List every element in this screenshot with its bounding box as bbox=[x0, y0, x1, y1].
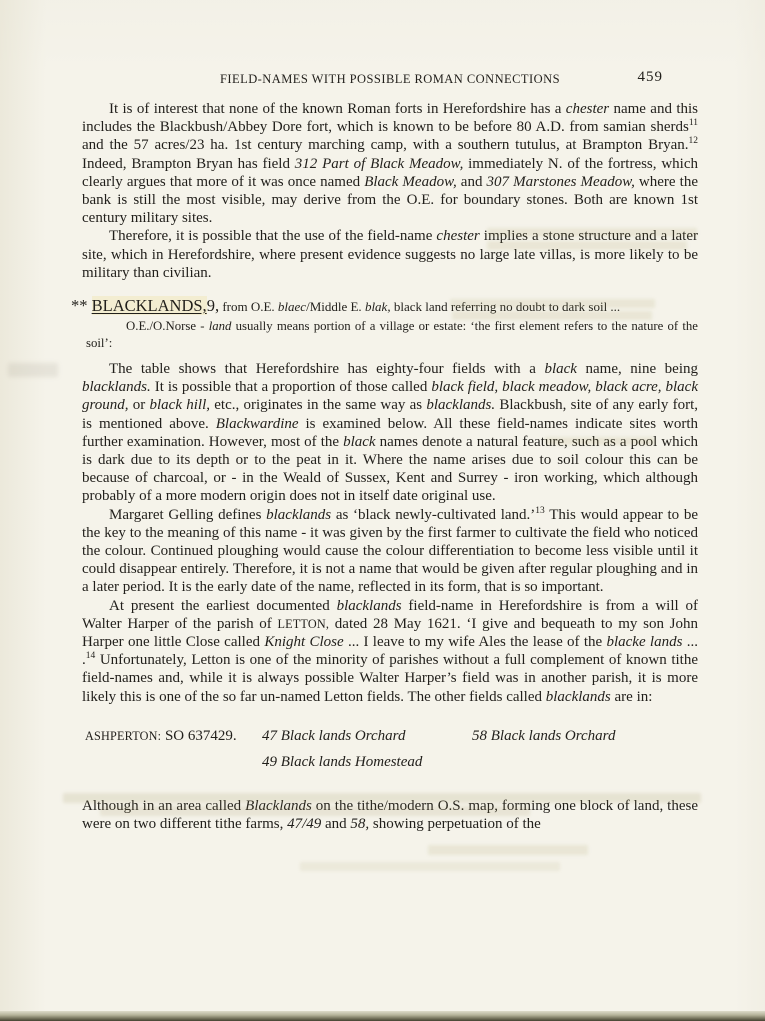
paragraph-gelling-definition: Margaret Gelling defines blacklands as ‘black newly-cultivated land.’$^{13}$ This would appear to be the key to the meaning of this name - it was given by the first farmer to cultivate the field who noticed the colour. Continued ploughing would cause the colour differentiation to become less visible until it could disappear entirely. Therefore, it is not a name that would be given after regular ploughing and in a later period. It is the early date of the name, reflected in its form, that is so important. bbox=[82, 505, 698, 596]
bleed-through-mark bbox=[452, 311, 652, 320]
entry-heading-blacklands: ** BLACKLANDS,9, from O.E. blaec/Middle E. blak, black land referring no doubt to dark soil ... bbox=[71, 296, 621, 316]
bleed-through-mark bbox=[100, 806, 530, 816]
bleed-through-mark bbox=[450, 299, 655, 308]
page-bottom-edge-shadow bbox=[0, 1011, 765, 1021]
bleed-through-mark bbox=[63, 793, 701, 803]
bleed-through-mark bbox=[545, 437, 655, 445]
text-block bbox=[71, 0, 699, 833]
field-list-ashperton bbox=[82, 727, 698, 779]
page-header bbox=[82, 0, 698, 86]
parish-grid-reference: ASHPERTON: SO 637429. bbox=[85, 727, 237, 744]
paragraph-chester-implication: Therefore, it is possible that the use of the field-name chester implies a stone structure and a later site, which in Herefordshire, where present evidence suggests no large late villas, is more likely to be military than civilian. bbox=[82, 228, 698, 281]
field-entry-58: 58 Black lands Orchard bbox=[472, 727, 616, 744]
bleed-through-mark bbox=[428, 845, 588, 855]
paragraph-black-names-table: The table shows that Herefordshire has eighty-four fields with a black name, nine being blacklands. It is possible that a proportion of those called black field, black meadow, black acre, black ground, or black hill, etc., originates in the same way as blacklands. Blackbush, site of any early fort, is mentioned above. Blackwardine is examined below. All these field-names indicate sites worth further examination. However, most of the black names denote a natural feature, such as a pool which is dark due to its depth or to the peat in it. Where the name arises due to soil colour this can be because of charcoal, or - in the Weald of Sussex, Kent and Surrey - iron working, which although probably of a more modern origin does not in itself date original use. bbox=[82, 361, 698, 505]
smudge-mark bbox=[8, 363, 58, 377]
field-entry-47: 47 Black lands Orchard bbox=[262, 727, 406, 744]
page-number: 459 bbox=[637, 69, 663, 85]
field-entry-49: 49 Black lands Homestead bbox=[262, 753, 423, 770]
paragraph-roman-forts: It is of interest that none of the known Roman forts in Herefordshire has a chester name and this includes the Blackbush/Abbey Dore fort, which is known to be before 80 A.D. from samian sherds$^{11}$ and the 57 acres/23 ha. 1st century marching camp, with a southern tutulus, at Brampton Bryan.$^{12}$ Indeed, Brampton Bryan has field 312 Part of Black Meadow, immediately N. of the fortress, which clearly argues that more of it was once named Black Meadow, and 307 Marstones Meadow, where the bank is still the most visible, may derive from the O.E. for boundary stones. Both are known 1st century military sites. bbox=[82, 101, 698, 227]
paragraph-earliest-documented: At present the earliest documented blacklands field-name in Herefordshire is from a will of Walter Harper of the parish of LETTON, dated 28 May 1621. ‘I give and bequeath to my son John Harper one little Close called Knight Close ... I leave to my wife Ales the lease of the blacke lands ... .$^{14}$ Unfortunately, Letton is one of the minority of parishes without a full complement of known tithe field-names and, while it is always possible Walter Harper’s field was in another parish, it is more likely this is one of the so far un-named Letton fields. The other fields called blacklands are in: bbox=[82, 597, 699, 705]
bleed-through-mark bbox=[300, 862, 560, 871]
paragraph-tithe-farms: Although in an area called Blacklands on the tithe/modern O.S. map, forming one block of land, these were on two different tithe farms, 47/49 and 58, showing perpetuation of the bbox=[82, 797, 699, 833]
entry-etymology-note: O.E./O.Norse - land usually means portion of a village or estate: ‘the first element refers to the nature of the soil’: bbox=[86, 319, 698, 350]
bleed-through-mark bbox=[487, 228, 697, 237]
running-header-title: FIELD-NAMES WITH POSSIBLE ROMAN CONNECTIONS bbox=[220, 72, 560, 86]
bleed-through-mark bbox=[487, 241, 687, 250]
